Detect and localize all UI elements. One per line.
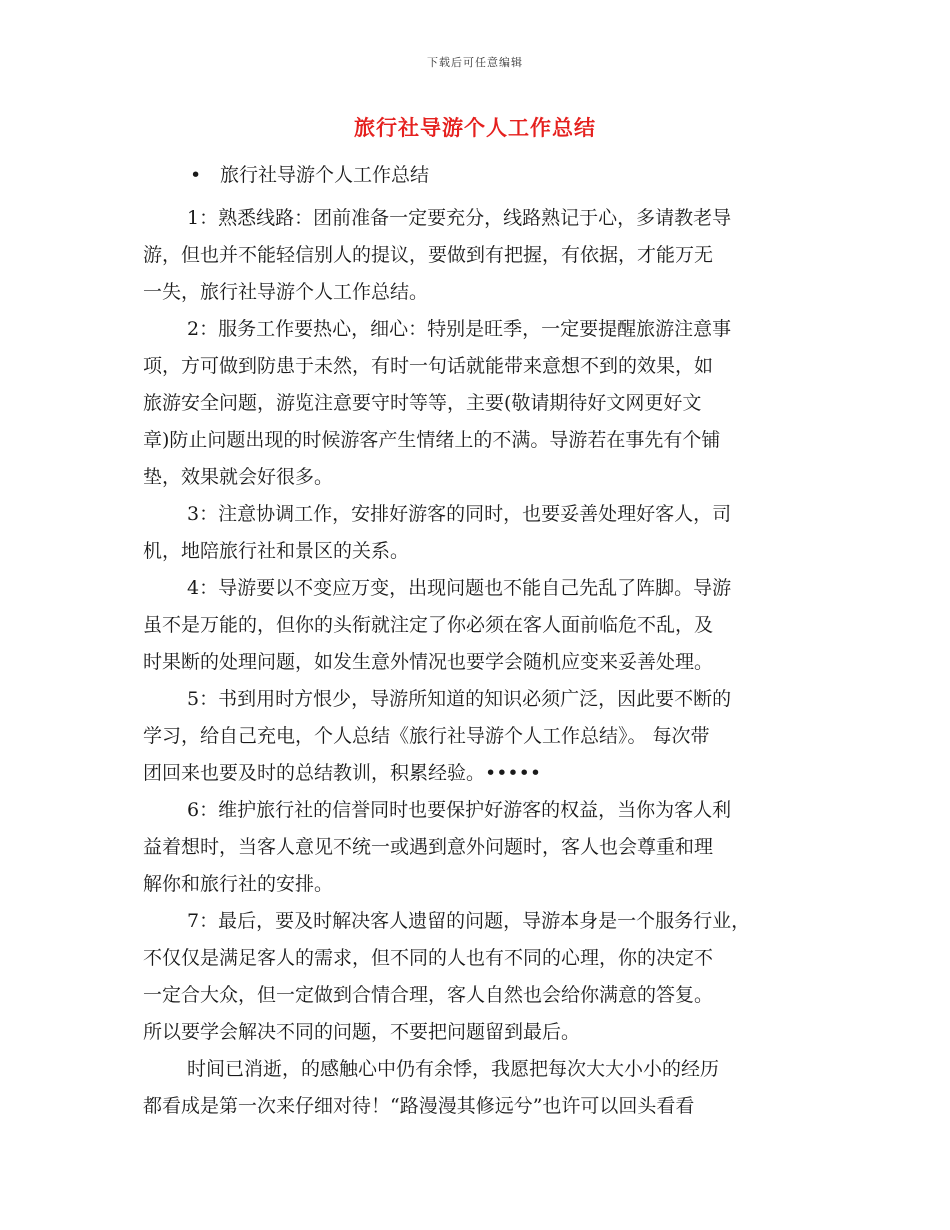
bullet-icon: • bbox=[190, 164, 202, 186]
paragraph-1 bbox=[143, 200, 823, 311]
paragraph-line: 都看成是第一次来仔细对待！“路漫漫其修远兮”也许可以回头看看 bbox=[143, 1095, 695, 1117]
paragraph-line: 旅游安全问题，游览注意要守时等等，主要(敬请期待好文网更好文 bbox=[143, 392, 702, 414]
paragraph-3 bbox=[143, 496, 823, 570]
paragraph-line: 不仅仅是满足客人的需求，但不同的人也有不同的心理，你的决定不 bbox=[143, 947, 714, 969]
paragraph-4 bbox=[143, 570, 823, 681]
paragraph-line: 所以要学会解决不同的问题，不要把问题留到最后。 bbox=[143, 1021, 581, 1043]
paragraph-line: 学习，给自己充电，个人总结《旅行社导游个人工作总结》。 每次带 bbox=[143, 725, 710, 747]
paragraph-line: 团回来也要及时的总结教训，积累经验。••••• bbox=[143, 762, 542, 784]
paragraph-line: 项，方可做到防患于未然，有时一句话就能带来意想不到的效果，如 bbox=[143, 355, 714, 377]
paragraph-8 bbox=[143, 1051, 823, 1125]
paragraph-2 bbox=[143, 311, 823, 496]
paragraph-line: 时果断的处理问题，如发生意外情况也要学会随机应变来妥善处理。 bbox=[143, 651, 714, 673]
paragraph-line: 一定合大众，但一定做到合情合理，客人自然也会给你满意的答复。 bbox=[143, 984, 714, 1006]
paragraph-line: 时间已消逝，的感触心中仍有余悸，我愿把每次大大小小的经历 bbox=[187, 1058, 720, 1080]
paragraph-line: 5：书到用时方恨少，导游所知道的知识必须广泛，因此要不断的 bbox=[187, 688, 732, 710]
paragraph-line: 3：注意协调工作，安排好游客的同时，也要妥善处理好客人，司 bbox=[187, 503, 732, 525]
paragraph-line: 解你和旅行社的安排。 bbox=[143, 873, 334, 895]
paragraph-line: 虽不是万能的，但你的头衔就注定了你必须在客人面前临危不乱，及 bbox=[143, 614, 714, 636]
paragraph-6 bbox=[143, 792, 823, 903]
paragraph-line: 4：导游要以不变应万变，出现问题也不能自己先乱了阵脚。导游 bbox=[187, 577, 732, 599]
bullet-text: 旅行社导游个人工作总结 bbox=[220, 164, 430, 186]
document-body bbox=[143, 200, 823, 1125]
header-note: 下载后可任意编辑 bbox=[427, 56, 523, 69]
paragraph-line: 游，但也并不能轻信别人的提议，要做到有把握，有依据，才能万无 bbox=[143, 244, 714, 266]
paragraph-line: 6：维护旅行社的信誉同时也要保护好游客的权益，当你为客人利 bbox=[187, 799, 732, 821]
bullet-item bbox=[190, 160, 429, 187]
paragraph-line: 一失，旅行社导游个人工作总结。 bbox=[143, 281, 429, 303]
paragraph-line: 垫，效果就会好很多。 bbox=[143, 466, 334, 488]
paragraph-line: 章)防止问题出现的时候游客产生情绪上的不满。导游若在事先有个铺 bbox=[143, 429, 721, 451]
paragraph-5 bbox=[143, 681, 823, 792]
paragraph-line: 1：熟悉线路：团前准备一定要充分，线路熟记于心，多请教老导 bbox=[187, 207, 732, 229]
paragraph-line: 7：最后，要及时解决客人遗留的问题，导游本身是一个服务行业， bbox=[187, 910, 751, 932]
paragraph-line: 益着想时，当客人意见不统一或遇到意外问题时，客人也会尊重和理 bbox=[143, 836, 714, 858]
paragraph-line: 机，地陪旅行社和景区的关系。 bbox=[143, 540, 410, 562]
document-title: 旅行社导游个人工作总结 bbox=[354, 115, 596, 140]
paragraph-7 bbox=[143, 903, 823, 1051]
paragraph-line: 2：服务工作要热心，细心：特别是旺季，一定要提醒旅游注意事 bbox=[187, 318, 732, 340]
